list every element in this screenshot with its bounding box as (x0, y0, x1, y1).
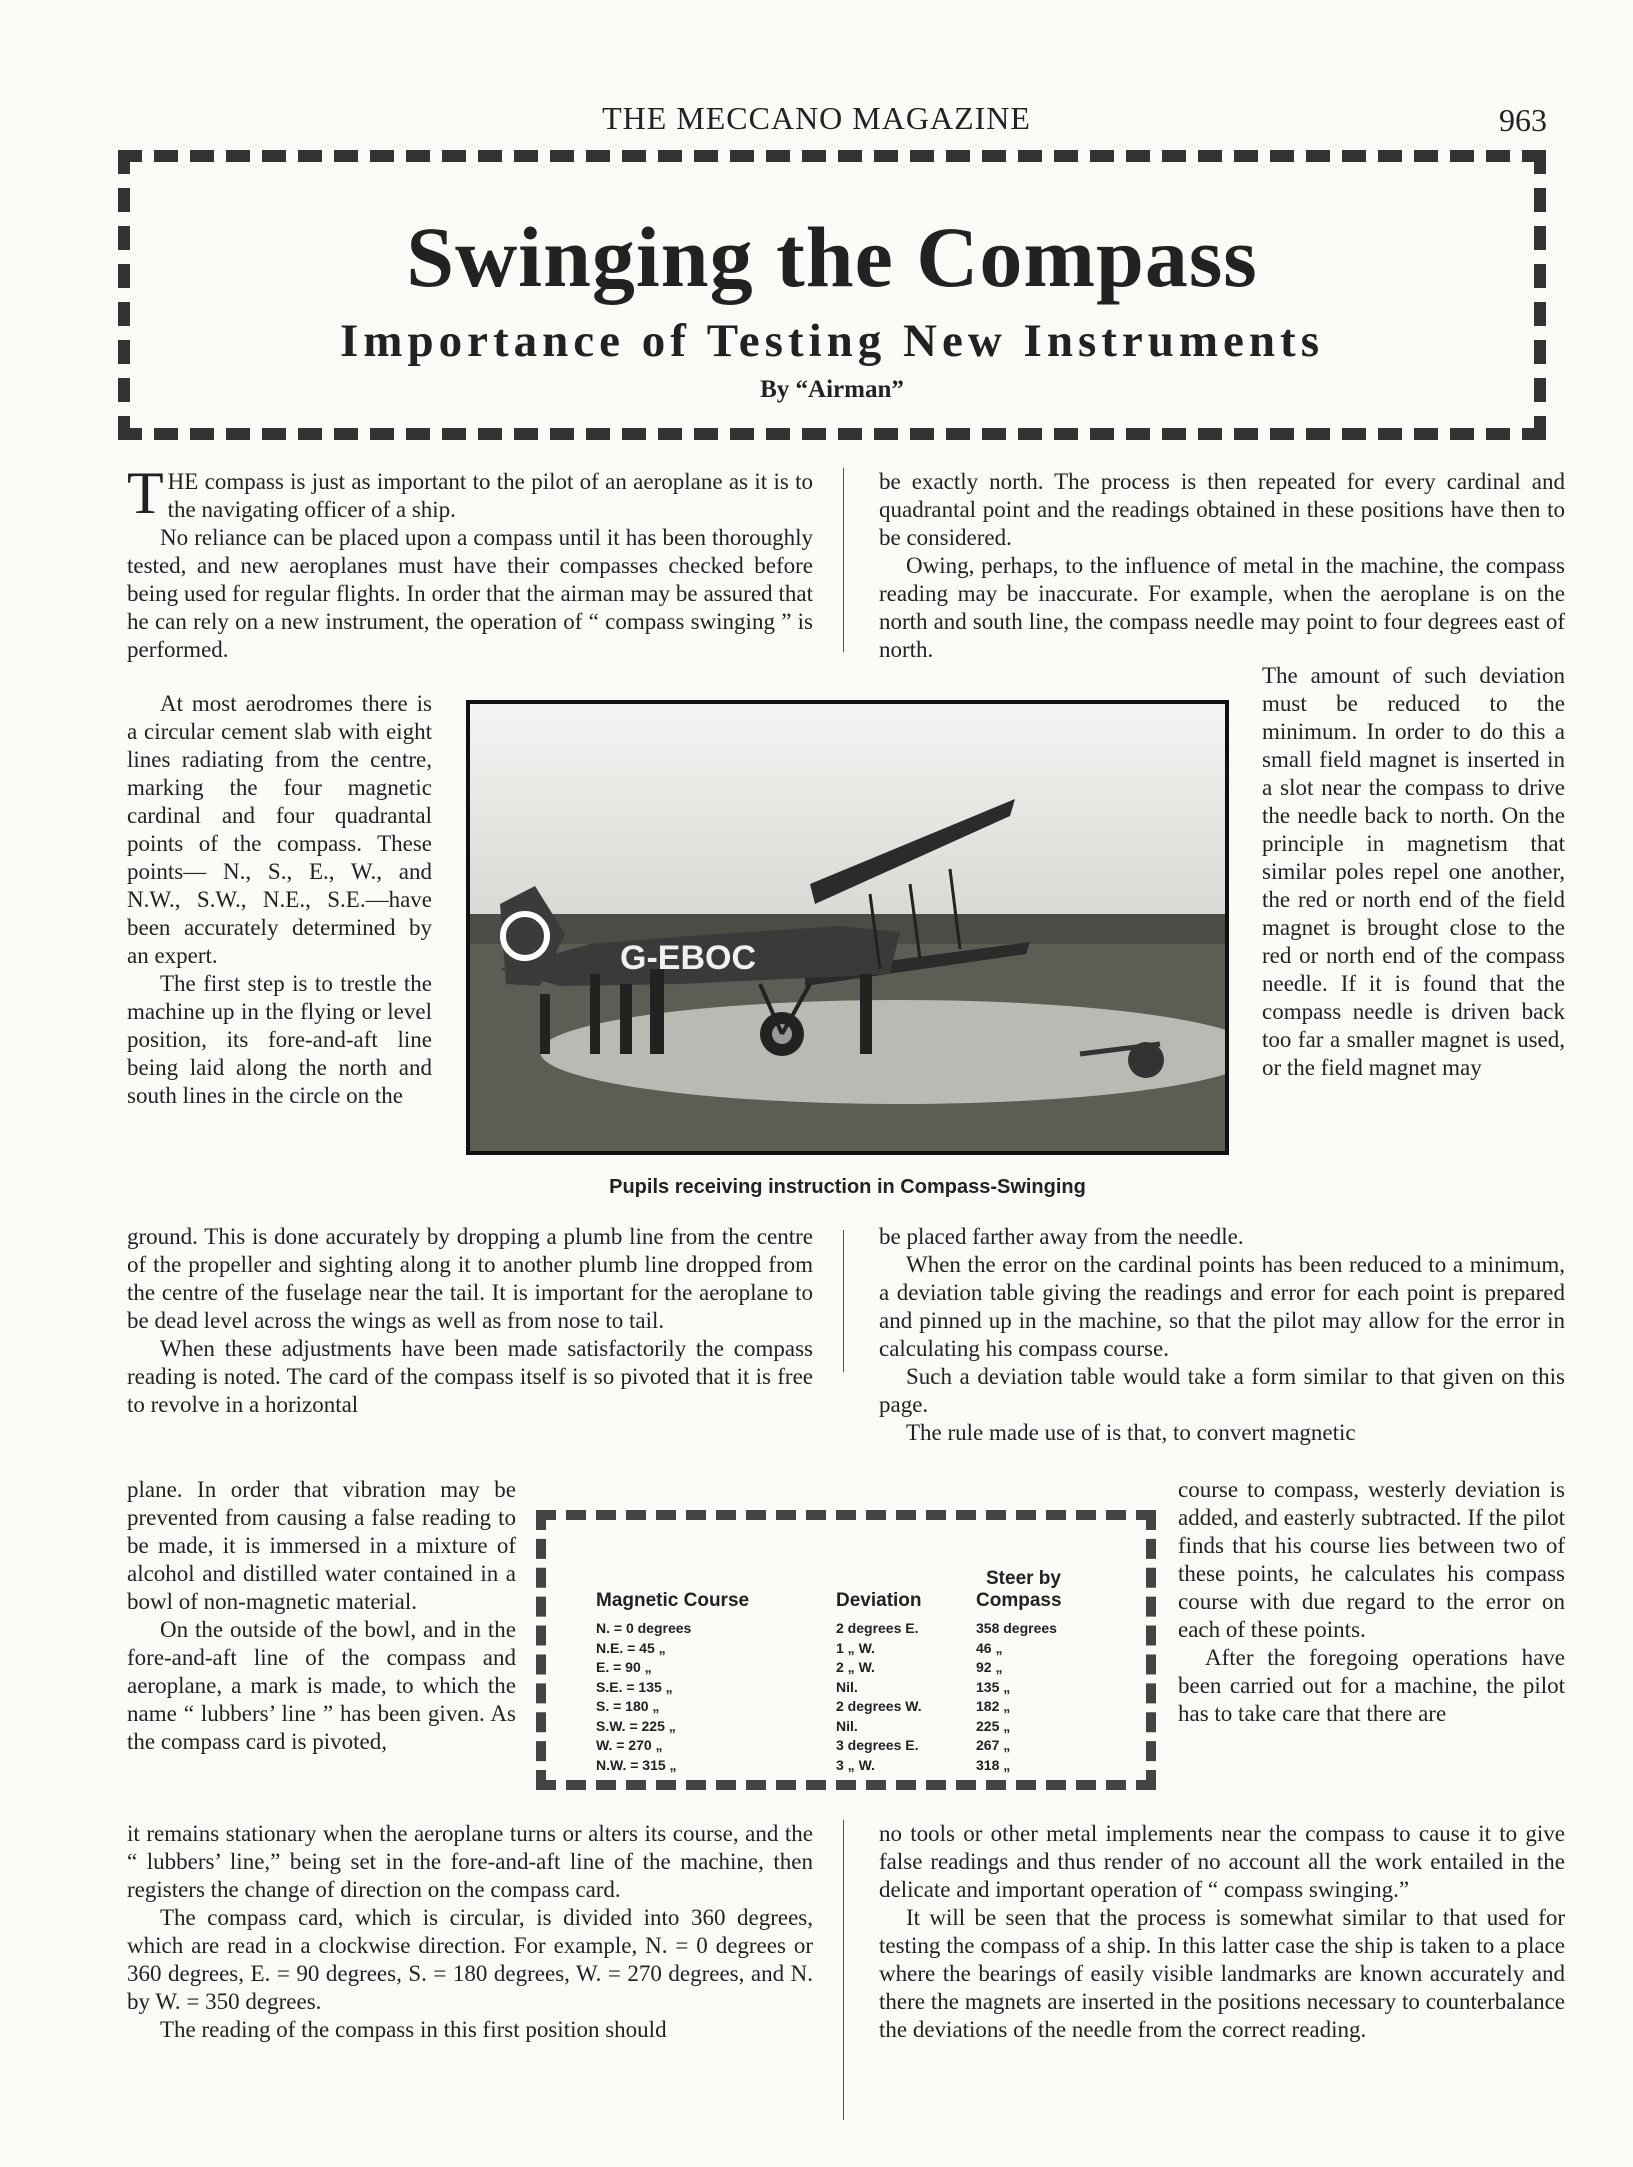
table-cell-deviation: 1 „ W. (836, 1639, 875, 1656)
right-bottom-block (879, 1820, 1565, 2044)
paragraph: After the foregoing operations have been carried out for a machine, the pilot has to take care that there are (1178, 1645, 1565, 1726)
table-header-deviation: Deviation (836, 1590, 922, 1611)
table-cell-course: W. = 270 „ (596, 1737, 663, 1753)
table-cell-deviation: Nil. (836, 1678, 858, 1695)
table-cell-steer: 267 „ (976, 1737, 1011, 1753)
paragraph: No reliance can be placed upon a compass until it has been thoroughly tested, and new aeroplanes must have their compasses checked before being used for regular flights. In order that the airman may be assured that he can rely on a new instrument, the operation of “ compass swinging ” is performed. (127, 525, 813, 662)
table-cell-deviation: 2 degrees W. (836, 1698, 922, 1714)
table-header-course: Magnetic Course (596, 1590, 750, 1611)
aeroplane-illustration (470, 704, 1225, 1151)
left-bottom-block (127, 1820, 813, 2044)
left-narrow-block (127, 690, 432, 1110)
right-middle-block (879, 1223, 1565, 1447)
paragraph: be exactly north. The process is then repeated for every cardinal and quadrantal point and the readings obtained in these positions have then to be considered. (879, 469, 1565, 550)
column-rule-bottom (843, 1820, 844, 2120)
paragraph: HE compass is just as important to the pilot of an aeroplane as it is to the navigating officer of a ship. (167, 469, 813, 522)
left-top-block (127, 460, 813, 664)
article-subtitle: Importance of Testing New Instruments (340, 315, 1324, 367)
page-number: 963 (1499, 102, 1547, 138)
paragraph: When the error on the cardinal points has been reduced to a minimum, a deviation table giving the readings and error for each point is prepared and pinned up in the machine, so that the pilot may allow for the error in calculating his compass course. (879, 1252, 1565, 1361)
magazine-title: THE MECCANO MAGAZINE (602, 100, 1031, 136)
page-header (0, 100, 1633, 150)
right-wrap-block (1178, 1476, 1565, 1728)
table-cell-course: N.E. = 45 „ (596, 1639, 666, 1656)
article-byline: By “Airman” (760, 376, 904, 403)
table-cell-course: N.W. = 315 „ (596, 1756, 677, 1773)
left-wrap-block (127, 1476, 516, 1756)
table-cell-course: S.W. = 225 „ (596, 1717, 676, 1734)
paragraph: On the outside of the bowl, and in the fore-and-aft line of the compass and aeroplane, a mark is made, to which the name “ lubbers’ line ” has been given. As the compass card is pivoted, (127, 1617, 516, 1754)
paragraph: it remains stationary when the aeroplane turns or alters its course, and the “ lubbers’ line,” being set in the fore-and-aft line of the machine, then registers the change of direction on the compass card. (127, 1821, 813, 1902)
paragraph: When these adjustments have been made satisfactorily the compass reading is noted. The card of the compass itself is so pivoted that it is free to revolve in a horizontal (127, 1336, 813, 1417)
table-cell-course: E. = 90 „ (596, 1659, 652, 1675)
table-header-compass: Compass (976, 1590, 1062, 1611)
table-cell-deviation: 3 „ W. (836, 1756, 875, 1773)
table-cell-deviation: 2 „ W. (836, 1659, 875, 1675)
paragraph: plane. In order that vibration may be prevented from causing a false reading to be made, it is immersed in a mixture of alcohol and distilled water contained in a bowl of non-magnetic material. (127, 1477, 516, 1614)
photo-caption: Pupils receiving instruction in Compass-Swinging (609, 1176, 1086, 1198)
paragraph: The rule made use of is that, to convert magnetic (906, 1420, 1356, 1445)
table-cell-steer: 92 „ (976, 1659, 1003, 1675)
title-box (118, 150, 1546, 440)
left-middle-block (127, 1223, 813, 1419)
paragraph: no tools or other metal implements near the compass to cause it to give false readings and thus render of no account all the work entailed in the delicate and important operation of “ compass swinging.” (879, 1821, 1565, 1902)
paragraph: The reading of the compass in this first position should (160, 2017, 667, 2042)
table-cell-steer: 358 degrees (976, 1620, 1057, 1636)
paragraph: course to compass, westerly deviation is added, and easterly subtracted. If the pilot finds that his course lies between two of these points, he calculates his compass course with due regard to the error on each of these points. (1178, 1477, 1565, 1642)
table-cell-steer: 46 „ (976, 1639, 1003, 1656)
deviation-table (536, 1510, 1156, 1790)
table-cell-steer: 182 „ (976, 1698, 1011, 1714)
table-cell-deviation: Nil. (836, 1717, 858, 1734)
table-cell-deviation: 2 degrees E. (836, 1620, 919, 1636)
paragraph: Owing, perhaps, to the influence of metal in the machine, the compass reading may be inaccurate. For example, when the aeroplane is on the north and south line, the compass needle may point to four degrees east of north. (879, 553, 1565, 662)
paragraph: At most aerodromes there is a circular cement slab with eight lines radiating from the centre, marking the four magnetic cardinal and four quadrantal points of the compass. These points— N., S., E., W., and N.W., S.W., N.E., S.E.—have been accurately determined by an expert. (127, 691, 432, 968)
paragraph: ground. This is done accurately by dropping a plumb line from the centre of the propeller and sighting along it to another plumb line dropped from the centre of the fuselage near the tail. It is important for the aeroplane to be dead level across the wings as well as from nose to tail. (127, 1224, 813, 1333)
aeroplane-photo (466, 700, 1229, 1155)
table-cell-course: N. = 0 degrees (596, 1620, 692, 1636)
table-cell-steer: 135 „ (976, 1678, 1011, 1695)
drop-cap: T (127, 460, 164, 526)
right-top-block (879, 468, 1565, 664)
column-rule-middle (843, 1230, 844, 1372)
paragraph: The compass card, which is circular, is divided into 360 degrees, which are read in a clockwise direction. For example, N. = 0 degrees or 360 degrees, E. = 90 degrees, S. = 180 degrees, W. = 270 degrees, and N. by W. = 350 degrees. (127, 1905, 813, 2014)
table-header-steer: Steer by (986, 1568, 1061, 1589)
article-title: Swinging the Compass (406, 209, 1258, 305)
paragraph: Such a deviation table would take a form similar to that given on this page. (879, 1364, 1565, 1417)
table-cell-deviation: 3 degrees E. (836, 1737, 919, 1753)
column-rule-top (843, 468, 844, 652)
paragraph: The amount of such deviation must be reduced to the minimum. In order to do this a small field magnet is inserted in a slot near the compass to drive the needle back to north. On the principle in magnetism that similar poles repel one another, the red or north end of the field magnet is brought close to the red or north end of the compass needle. If it is found that the compass needle is driven back too far a smaller magnet is used, or the field magnet may (1262, 663, 1565, 1080)
table-cell-steer: 318 „ (976, 1756, 1011, 1773)
table-cell-steer: 225 „ (976, 1717, 1011, 1734)
aircraft-registration: G-EBOC (620, 939, 756, 977)
paragraph: The first step is to trestle the machine up in the flying or level position, its fore-and-aft line being laid along the north and south lines in the circle on the (127, 971, 432, 1108)
paragraph: It will be seen that the process is somewhat similar to that used for testing the compass of a ship. In this latter case the ship is taken to a place where the bearings of easily visible landmarks are known accurately and there the magnets are inserted in the positions necessary to counterbalance the deviations of the needle from the correct reading. (879, 1905, 1565, 2042)
table-cell-course: S.E. = 135 „ (596, 1678, 673, 1695)
paragraph: be placed farther away from the needle. (879, 1224, 1244, 1249)
right-narrow-block (1262, 662, 1565, 1082)
table-cell-course: S. = 180 „ (596, 1698, 660, 1714)
